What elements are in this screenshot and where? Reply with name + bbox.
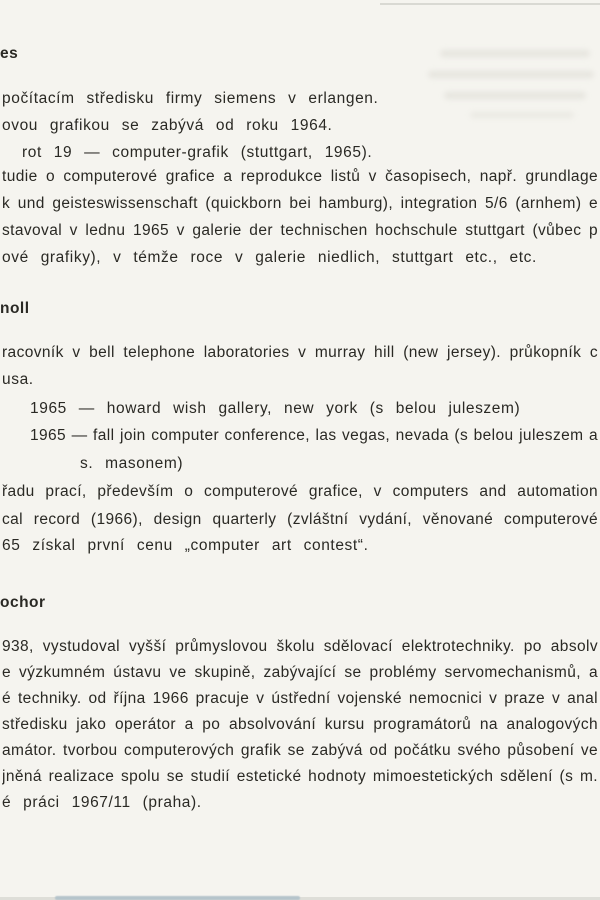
text-line: 1965 — fall join computer conference, las vegas, nevada (s belou juleszem a bbox=[30, 427, 598, 444]
text-line: jněná realizace spolu se studií estetické hodnoty mimoestetických sdělení (s m. bbox=[2, 768, 598, 785]
paragraph bbox=[0, 85, 600, 166]
text-line: ovou grafikou se zabývá od roku 1964. bbox=[2, 117, 333, 134]
text-line: é práci 1967/11 (praha). bbox=[2, 794, 202, 811]
text-line: usa. bbox=[2, 370, 34, 388]
text-line: ové grafiky), v témže roce v galerie niedlich, stuttgart etc., etc. bbox=[2, 249, 537, 266]
text-line: cal record (1966), design quarterly (zvláštní vydání, věnované computerové bbox=[2, 510, 598, 528]
scan-edge-bottom-highlight bbox=[55, 896, 300, 900]
text-line: rot 19 — computer-grafik (stuttgart, 1965). bbox=[22, 144, 373, 161]
section-noll bbox=[0, 295, 600, 559]
text-line: 65 získal první cenu „computer art contest“. bbox=[2, 537, 369, 554]
text-line: počítacím středisku firmy siemens v erlangen. bbox=[2, 90, 379, 107]
text-line: tudie o computerové grafice a reprodukce listů v časopisech, např. grundlage bbox=[2, 168, 598, 185]
paragraph bbox=[0, 634, 600, 816]
text-line: s. masonem) bbox=[80, 454, 184, 472]
scan-edge-top bbox=[380, 3, 600, 5]
text-line: k und geisteswissenschaft (quickborn bei hamburg), integration 5/6 (arnhem) e bbox=[2, 195, 598, 212]
text-line: 938, vystudoval vyšší průmyslovou školu sdělovací elektrotechniky. po absolv bbox=[2, 638, 598, 655]
section-prochor bbox=[0, 589, 600, 816]
text-line: e výzkumném ústavu ve skupině, zabývající se problémy servomechanismů, a bbox=[2, 664, 598, 681]
paragraph bbox=[0, 478, 600, 559]
text-line: stavoval v lednu 1965 v galerie der technischen hochschule stuttgart (vůbec p bbox=[2, 222, 598, 239]
text-line: é techniky. od října 1966 pracuje v ústřední vojenské nemocnici v praze v anal bbox=[2, 690, 598, 707]
paragraph bbox=[0, 339, 600, 393]
section-nees bbox=[0, 40, 600, 271]
paragraph bbox=[0, 163, 600, 271]
paragraph bbox=[0, 395, 600, 478]
text-line: řadu prací, především o computerové grafice, v computers and automation bbox=[2, 483, 598, 500]
text-line: amátor. tvorbou computerových grafik se zabývá od počátku svého působení ve bbox=[2, 742, 598, 759]
text-line: středisku jako operátor a po absolvování kursu programátorů na analogových bbox=[2, 716, 598, 733]
text-line: racovník v bell telephone laboratories v murray hill (new jersey). průkopník c bbox=[2, 344, 598, 361]
text-line: 1965 — howard wish gallery, new york (s belou juleszem) bbox=[30, 399, 521, 417]
section-heading: ochor bbox=[0, 594, 46, 611]
section-heading: es bbox=[0, 45, 19, 62]
section-heading: noll bbox=[0, 300, 30, 317]
